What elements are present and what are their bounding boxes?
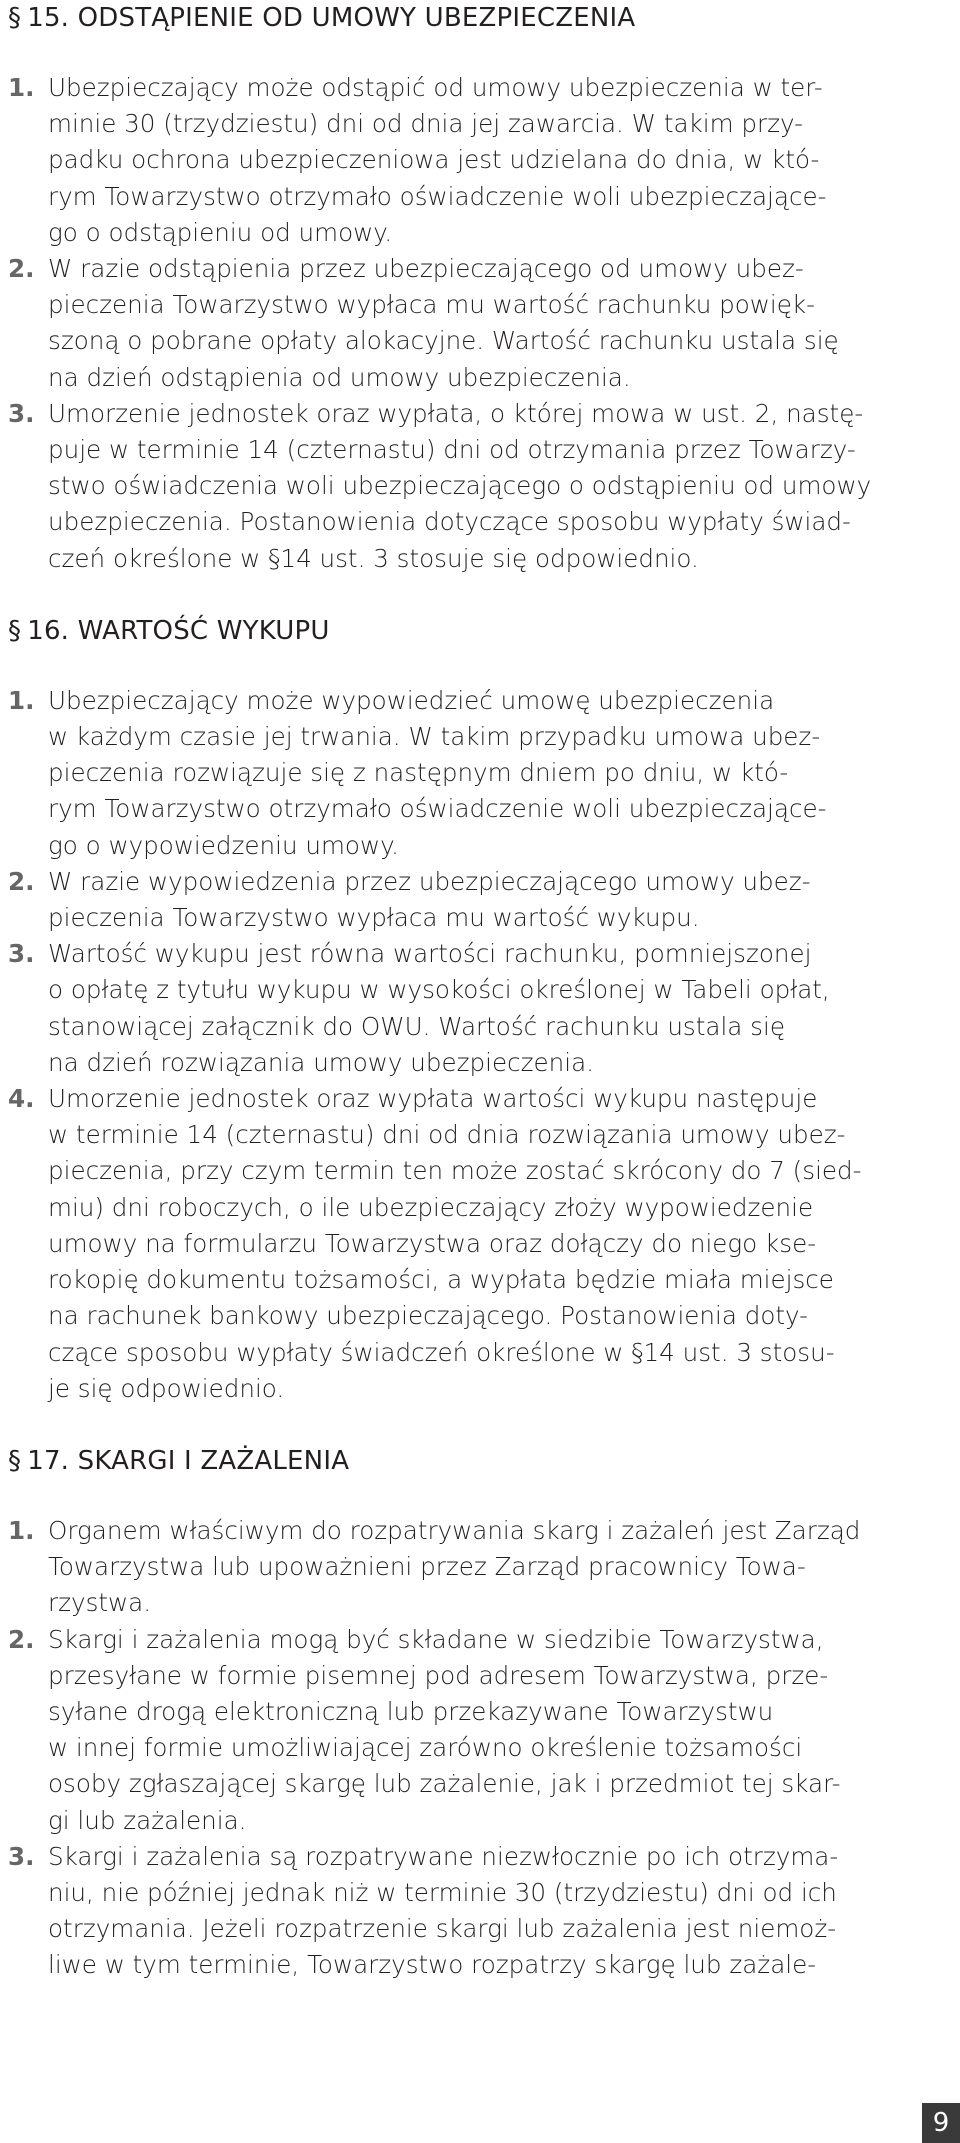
text-line: niu, nie później jednak niż w terminie 30 (trzydziestu) dni od ich xyxy=(48,1877,837,1907)
text-line: Towarzystwa lub upoważnieni przez Zarząd pracownicy Towa- xyxy=(48,1552,806,1582)
text-line: Ubezpieczający może wypowiedzieć umowę ubezpieczenia xyxy=(48,685,775,715)
list-item xyxy=(8,683,880,864)
text-line: o opłatę z tytułu wykupu w wysokości określonej w Tabeli opłat, xyxy=(48,975,830,1005)
list-item xyxy=(8,1513,880,1622)
text-line: rzystwa. xyxy=(48,1588,152,1618)
text-line: puje w terminie 14 (czternastu) dni od otrzymania przez Towarzy- xyxy=(48,435,856,465)
item-number: 2. xyxy=(8,1624,35,1654)
section-heading xyxy=(8,613,880,649)
text-line: liwe w tym terminie, Towarzystwo rozpatrzy skargę lub zażale- xyxy=(48,1950,817,1980)
item-number: 3. xyxy=(8,939,35,969)
list-item xyxy=(8,1081,880,1407)
section-title: 16. WARTOŚĆ WYKUPU xyxy=(27,615,330,646)
list-item xyxy=(8,70,880,251)
text-line: Wartość wykupu jest równa wartości rachunku, pomniejszonej xyxy=(48,939,812,969)
text-line: go o wypowiedzeniu umowy. xyxy=(48,830,399,860)
item-number: 3. xyxy=(8,398,35,428)
text-line: pieczenia Towarzystwo wypłaca mu wartość rachunku powięk- xyxy=(48,290,815,320)
text-line: umowy na formularzu Towarzystwa oraz dołączy do niego kse- xyxy=(48,1228,817,1258)
item-text xyxy=(48,864,880,936)
text-line: Umorzenie jednostek oraz wypłata wartości wykupu następuje xyxy=(48,1084,818,1114)
list-item xyxy=(8,1622,880,1839)
item-text xyxy=(48,1081,880,1407)
text-line: W razie odstąpienia przez ubezpieczającego od umowy ubez- xyxy=(48,254,804,284)
text-line: ubezpieczenia. Postanowienia dotyczące sposobu wypłaty świad- xyxy=(48,507,851,537)
item-number: 2. xyxy=(8,866,35,896)
text-line: czące sposobu wypłaty świadczeń określone w §14 ust. 3 stosu- xyxy=(48,1337,835,1367)
list-item xyxy=(8,396,880,577)
text-line: Skargi i zażalenia są rozpatrywane niezwłocznie po ich otrzyma- xyxy=(48,1841,839,1871)
item-text xyxy=(48,1839,880,1984)
text-line: na dzień rozwiązania umowy ubezpieczenia. xyxy=(48,1047,594,1077)
text-line: Skargi i zażalenia mogą być składane w siedzibie Towarzystwa, xyxy=(48,1624,824,1654)
item-text xyxy=(48,936,880,1081)
item-text xyxy=(48,1513,880,1622)
item-number: 2. xyxy=(8,254,35,284)
text-line: w terminie 14 (czternastu) dni od dnia rozwiązania umowy ubez- xyxy=(48,1120,846,1150)
text-line: na dzień odstąpienia od umowy ubezpieczenia. xyxy=(48,362,631,392)
text-line: w innej formie umożliwiającej zarówno określenie tożsamości xyxy=(48,1733,803,1763)
section-title: 17. SKARGI I ZAŻALENIA xyxy=(27,1445,350,1476)
section-heading xyxy=(8,0,880,36)
text-line: pieczenia Towarzystwo wypłaca mu wartość wykupu. xyxy=(48,903,700,933)
text-line: na rachunek bankowy ubezpieczającego. Postanowienia doty- xyxy=(48,1301,809,1331)
page-number: 9 xyxy=(922,2103,960,2143)
section-15 xyxy=(8,0,880,577)
section-sign: § xyxy=(8,1445,22,1476)
item-number: 4. xyxy=(8,1084,35,1114)
text-line: pieczenia, przy czym termin ten może zostać skrócony do 7 (sied- xyxy=(48,1156,862,1186)
section-sign: § xyxy=(8,615,22,646)
text-line: czeń określone w §14 ust. 3 stosuje się odpowiednio. xyxy=(48,543,699,573)
text-line: stwo oświadczenia woli ubezpieczającego o odstąpieniu od umowy xyxy=(48,471,872,501)
text-line: w każdym czasie jej trwania. W takim przypadku umowa ubez- xyxy=(48,722,821,752)
item-number: 3. xyxy=(8,1841,35,1871)
section-heading xyxy=(8,1443,880,1479)
section-sign: § xyxy=(8,3,22,33)
item-number: 1. xyxy=(8,1515,35,1545)
section-16 xyxy=(8,613,880,1407)
item-text xyxy=(48,251,880,396)
text-line: miu) dni roboczych, o ile ubezpieczający złoży wypowiedzenie xyxy=(48,1192,814,1222)
item-text xyxy=(48,1622,880,1839)
text-line: stanowiącej załącznik do OWU. Wartość rachunku ustala się xyxy=(48,1011,785,1041)
section-title: 15. ODSTĄPIENIE OD UMOWY UBEZPIECZENIA xyxy=(27,3,636,33)
text-line: rokopię dokumentu tożsamości, a wypłata będzie miała miejsce xyxy=(48,1265,834,1295)
text-line: minie 30 (trzydziestu) dni od dnia jej zawarcia. W takim przy- xyxy=(48,109,804,139)
text-line: padku ochrona ubezpieczeniowa jest udzielana do dnia, w któ- xyxy=(48,145,820,175)
text-line: rym Towarzystwo otrzymało oświadczenie woli ubezpieczające- xyxy=(48,794,827,824)
text-line: Organem właściwym do rozpatrywania skarg i zażaleń jest Zarząd xyxy=(48,1515,861,1545)
text-line: Ubezpieczający może odstąpić od umowy ubezpieczenia w ter- xyxy=(48,73,823,102)
list-item xyxy=(8,936,880,1081)
text-line: gi lub zażalenia. xyxy=(48,1805,247,1835)
item-text xyxy=(48,70,880,251)
text-line: przesyłane w formie pisemnej pod adresem Towarzystwa, prze- xyxy=(48,1660,829,1690)
text-line: osoby zgłaszającej skargę lub zażalenie, jak i przedmiot tej skar- xyxy=(48,1769,841,1799)
text-line: rym Towarzystwo otrzymało oświadczenie woli ubezpieczające- xyxy=(48,181,827,211)
list-item xyxy=(8,1839,880,1984)
document-page xyxy=(8,0,880,1984)
text-line: W razie wypowiedzenia przez ubezpieczającego umowy ubez- xyxy=(48,866,811,896)
item-text xyxy=(48,396,880,577)
item-number: 1. xyxy=(8,685,35,715)
item-number: 1. xyxy=(8,73,35,102)
list-item xyxy=(8,251,880,396)
text-line: je się odpowiednio. xyxy=(48,1373,285,1403)
text-line: Umorzenie jednostek oraz wypłata, o której mowa w ust. 2, nastę- xyxy=(48,398,864,428)
text-line: szoną o pobrane opłaty alokacyjne. Wartość rachunku ustala się xyxy=(48,326,839,356)
text-line: pieczenia rozwiązuje się z następnym dniem po dniu, w któ- xyxy=(48,758,789,788)
item-text xyxy=(48,683,880,864)
text-line: otrzymania. Jeżeli rozpatrzenie skargi lub zażalenia jest niemoż- xyxy=(48,1914,837,1944)
text-line: syłane drogą elektroniczną lub przekazywane Towarzystwu xyxy=(48,1696,774,1726)
section-17 xyxy=(8,1443,880,1984)
text-line: go o odstąpieniu od umowy. xyxy=(48,217,393,247)
list-item xyxy=(8,864,880,936)
